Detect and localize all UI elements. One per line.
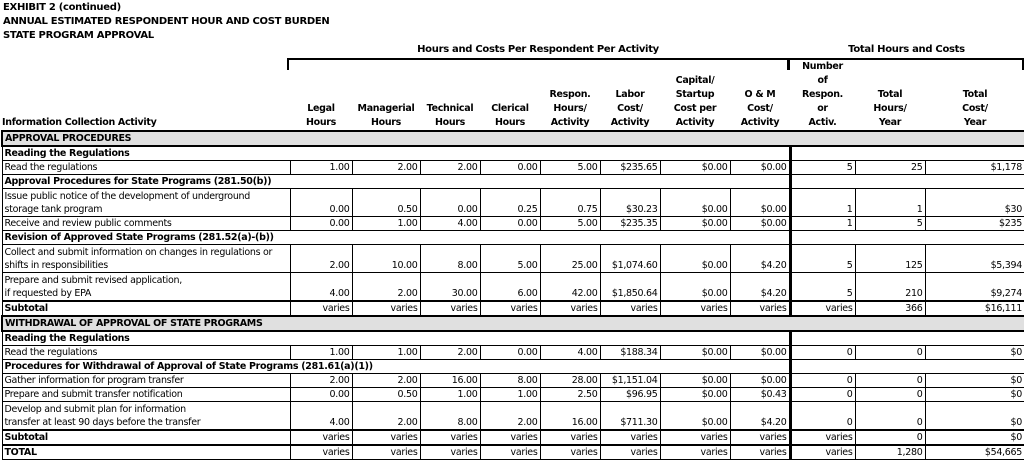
subsection-heading: Reading the Regulations (2, 331, 790, 346)
value-cell: 1,280 (855, 445, 925, 460)
data-row (2, 245, 1024, 273)
column-header: Technical Hours (426, 103, 474, 128)
value-cell: 1 (790, 189, 855, 217)
subsection-spacer (790, 175, 1024, 189)
subsection-heading: Revision of Approved State Programs (281.52(a)-(b)) (2, 231, 790, 245)
value-cell: varies (290, 301, 352, 316)
data-row (2, 402, 1024, 431)
value-cell: $0.00 (660, 374, 730, 388)
value-cell: 0 (790, 402, 855, 431)
sub-row (2, 231, 1024, 245)
value-cell: $235.65 (600, 161, 660, 175)
activity-label: Prepare and submit revised application, if requested by EPA (2, 273, 290, 302)
value-cell: varies (290, 430, 352, 445)
value-cell: varies (290, 445, 352, 460)
value-cell: $54,665 (925, 445, 1024, 460)
sub-row (2, 331, 1024, 346)
column-header: Clerical Hours (491, 103, 529, 128)
value-cell: $9,274 (925, 273, 1024, 302)
value-cell: varies (352, 301, 420, 316)
value-cell: $0 (925, 388, 1024, 402)
data-row (2, 161, 1024, 175)
section-row (2, 131, 1024, 146)
subtotal-row (2, 301, 1024, 316)
value-cell: varies (540, 445, 600, 460)
value-cell: varies (660, 430, 730, 445)
value-cell: 0 (855, 374, 925, 388)
value-cell: 0 (790, 374, 855, 388)
column-header: Respon. Hours/ Activity (549, 89, 591, 128)
value-cell: 25.00 (540, 245, 600, 273)
value-cell: varies (480, 445, 540, 460)
value-cell: varies (420, 430, 480, 445)
data-row (2, 374, 1024, 388)
value-cell: 4.00 (290, 402, 352, 431)
burden-table (1, 130, 1024, 460)
column-header: O & M Cost/ Activity (740, 89, 780, 128)
value-cell: 0 (855, 388, 925, 402)
data-row (2, 273, 1024, 302)
value-cell: varies (540, 301, 600, 316)
value-cell: $30 (925, 189, 1024, 217)
group-header-per-activity: Hours and Costs Per Respondent Per Activity (417, 44, 659, 55)
value-cell: $0.43 (730, 388, 790, 402)
activity-label: Gather information for program transfer (2, 374, 290, 388)
value-cell: $0.00 (660, 402, 730, 431)
value-cell: $711.30 (600, 402, 660, 431)
value-cell: 2.00 (290, 374, 352, 388)
column-header: Number of Respon. or Activ. (801, 61, 843, 128)
value-cell: varies (480, 430, 540, 445)
value-cell: 10.00 (352, 245, 420, 273)
value-cell: 1.00 (420, 388, 480, 402)
value-cell: varies (660, 445, 730, 460)
group-header-totals: Total Hours and Costs (848, 44, 965, 55)
value-cell: $1,178 (925, 161, 1024, 175)
value-cell: 5.00 (540, 161, 600, 175)
value-cell: 1.00 (480, 388, 540, 402)
value-cell: $0.00 (730, 374, 790, 388)
value-cell: 0.00 (290, 189, 352, 217)
value-cell: $4.20 (730, 273, 790, 302)
value-cell: $235.35 (600, 217, 660, 231)
exhibit-program: STATE PROGRAM APPROVAL (3, 30, 154, 41)
value-cell: 2.00 (352, 402, 420, 431)
bracket-per-activity (287, 58, 789, 70)
subsection-heading: Procedures for Withdrawal of Approval of State Programs (281.61(a)(1)) (2, 360, 790, 374)
exhibit-subtitle: ANNUAL ESTIMATED RESPONDENT HOUR AND COST BURDEN (3, 16, 330, 27)
value-cell: varies (790, 301, 855, 316)
value-cell: varies (600, 445, 660, 460)
value-cell: 6.00 (480, 273, 540, 302)
value-cell: 8.00 (420, 402, 480, 431)
value-cell: 0 (855, 430, 925, 445)
value-cell: 2.00 (420, 161, 480, 175)
value-cell: $0.00 (730, 161, 790, 175)
value-cell: 5.00 (480, 245, 540, 273)
value-cell: 0.25 (480, 189, 540, 217)
value-cell: $0.00 (730, 217, 790, 231)
value-cell: varies (730, 445, 790, 460)
value-cell: 0.50 (352, 388, 420, 402)
subsection-spacer (790, 360, 1024, 374)
value-cell: 16.00 (420, 374, 480, 388)
value-cell: 0.00 (480, 346, 540, 360)
value-cell: $4.20 (730, 245, 790, 273)
value-cell: 30.00 (420, 273, 480, 302)
value-cell: varies (730, 430, 790, 445)
value-cell: varies (600, 430, 660, 445)
column-header: Total Hours/ Year (873, 89, 907, 128)
value-cell: $30.23 (600, 189, 660, 217)
section-heading: WITHDRAWAL OF APPROVAL OF STATE PROGRAMS (2, 316, 1024, 331)
value-cell: $1,074.60 (600, 245, 660, 273)
value-cell: 8.00 (480, 374, 540, 388)
value-cell: $188.34 (600, 346, 660, 360)
column-header: Managerial Hours (357, 103, 415, 128)
activity-label: TOTAL (2, 445, 290, 460)
value-cell: 1.00 (290, 161, 352, 175)
value-cell: $0.00 (660, 273, 730, 302)
value-cell: 0 (855, 346, 925, 360)
value-cell: 210 (855, 273, 925, 302)
value-cell: 5 (855, 217, 925, 231)
value-cell: 5.00 (540, 217, 600, 231)
value-cell: 8.00 (420, 245, 480, 273)
value-cell: 28.00 (540, 374, 600, 388)
value-cell: $0.00 (660, 388, 730, 402)
value-cell: 0.00 (480, 217, 540, 231)
value-cell: $0.00 (660, 217, 730, 231)
value-cell: $16,111 (925, 301, 1024, 316)
activity-label: Read the regulations (2, 161, 290, 175)
value-cell: $1,850.64 (600, 273, 660, 302)
value-cell: $0.00 (730, 346, 790, 360)
value-cell: 1 (790, 217, 855, 231)
value-cell: $0.00 (660, 161, 730, 175)
sub-row (2, 360, 1024, 374)
value-cell: varies (540, 430, 600, 445)
value-cell: 5 (790, 273, 855, 302)
subsection-spacer (790, 331, 1024, 346)
subsection-heading: Approval Procedures for State Programs (281.50(b)) (2, 175, 790, 189)
value-cell: 16.00 (540, 402, 600, 431)
activity-label: Subtotal (2, 430, 290, 445)
value-cell: $0 (925, 346, 1024, 360)
value-cell: 0.50 (352, 189, 420, 217)
value-cell: $0 (925, 402, 1024, 431)
value-cell: 2.00 (352, 161, 420, 175)
activity-label: Develop and submit plan for information transfer at least 90 days before the transfer (2, 402, 290, 431)
value-cell: 0.00 (290, 388, 352, 402)
section-heading: APPROVAL PROCEDURES (2, 131, 1024, 146)
data-row (2, 388, 1024, 402)
activity-label: Receive and review public comments (2, 217, 290, 231)
value-cell: 1.00 (352, 346, 420, 360)
column-header: Legal Hours (305, 103, 337, 128)
value-cell: 2.00 (352, 273, 420, 302)
total-row (2, 445, 1024, 460)
value-cell: varies (420, 301, 480, 316)
value-cell: 25 (855, 161, 925, 175)
value-cell: 4.00 (290, 273, 352, 302)
value-cell: 0.00 (420, 189, 480, 217)
value-cell: 2.00 (480, 402, 540, 431)
value-cell: 0 (790, 388, 855, 402)
value-cell: $4.20 (730, 402, 790, 431)
value-cell: 1.00 (290, 346, 352, 360)
value-cell: 5 (790, 245, 855, 273)
value-cell: $0 (925, 430, 1024, 445)
value-cell: 2.00 (290, 245, 352, 273)
value-cell: varies (790, 430, 855, 445)
value-cell: varies (352, 430, 420, 445)
value-cell: 0.75 (540, 189, 600, 217)
sub-row (2, 146, 1024, 161)
column-header: Total Cost/ Year (962, 89, 988, 128)
value-cell: 0 (790, 346, 855, 360)
value-cell: $0.00 (730, 189, 790, 217)
value-cell: 2.50 (540, 388, 600, 402)
value-cell: 42.00 (540, 273, 600, 302)
value-cell: varies (600, 301, 660, 316)
exhibit-title: EXHIBIT 2 (continued) (3, 2, 121, 13)
data-row (2, 346, 1024, 360)
column-header: Labor Cost/ Activity (610, 89, 650, 128)
value-cell: varies (660, 301, 730, 316)
value-cell: $235 (925, 217, 1024, 231)
activity-label: Subtotal (2, 301, 290, 316)
value-cell: varies (352, 445, 420, 460)
activity-label: Prepare and submit transfer notification (2, 388, 290, 402)
value-cell: 0 (855, 402, 925, 431)
subsection-heading: Reading the Regulations (2, 146, 790, 161)
value-cell: 1 (855, 189, 925, 217)
value-cell: 5 (790, 161, 855, 175)
value-cell: $0 (925, 374, 1024, 388)
data-row (2, 189, 1024, 217)
activity-label: Collect and submit information on changes in regulations or shifts in responsibilities (2, 245, 290, 273)
value-cell: varies (480, 301, 540, 316)
value-cell: $96.95 (600, 388, 660, 402)
subsection-spacer (790, 146, 1024, 161)
section-row (2, 316, 1024, 331)
value-cell: $5,394 (925, 245, 1024, 273)
value-cell: $0.00 (660, 245, 730, 273)
value-cell: 2.00 (420, 346, 480, 360)
value-cell: 125 (855, 245, 925, 273)
subtotal-row (2, 430, 1024, 445)
value-cell: varies (420, 445, 480, 460)
value-cell: 4.00 (420, 217, 480, 231)
sub-row (2, 175, 1024, 189)
value-cell: $1,151.04 (600, 374, 660, 388)
value-cell: varies (790, 445, 855, 460)
column-header: Information Collection Activity (2, 117, 157, 128)
value-cell: $0.00 (660, 189, 730, 217)
activity-label: Read the regulations (2, 346, 290, 360)
subsection-spacer (790, 231, 1024, 245)
activity-label: Issue public notice of the development of underground storage tank program (2, 189, 290, 217)
value-cell: 366 (855, 301, 925, 316)
value-cell: 4.00 (540, 346, 600, 360)
value-cell: 0.00 (480, 161, 540, 175)
value-cell: 1.00 (352, 217, 420, 231)
value-cell: varies (730, 301, 790, 316)
value-cell: 0.00 (290, 217, 352, 231)
value-cell: 2.00 (352, 374, 420, 388)
data-row (2, 217, 1024, 231)
value-cell: $0.00 (660, 346, 730, 360)
column-header: Capital/ Startup Cost per Activity (673, 75, 717, 128)
